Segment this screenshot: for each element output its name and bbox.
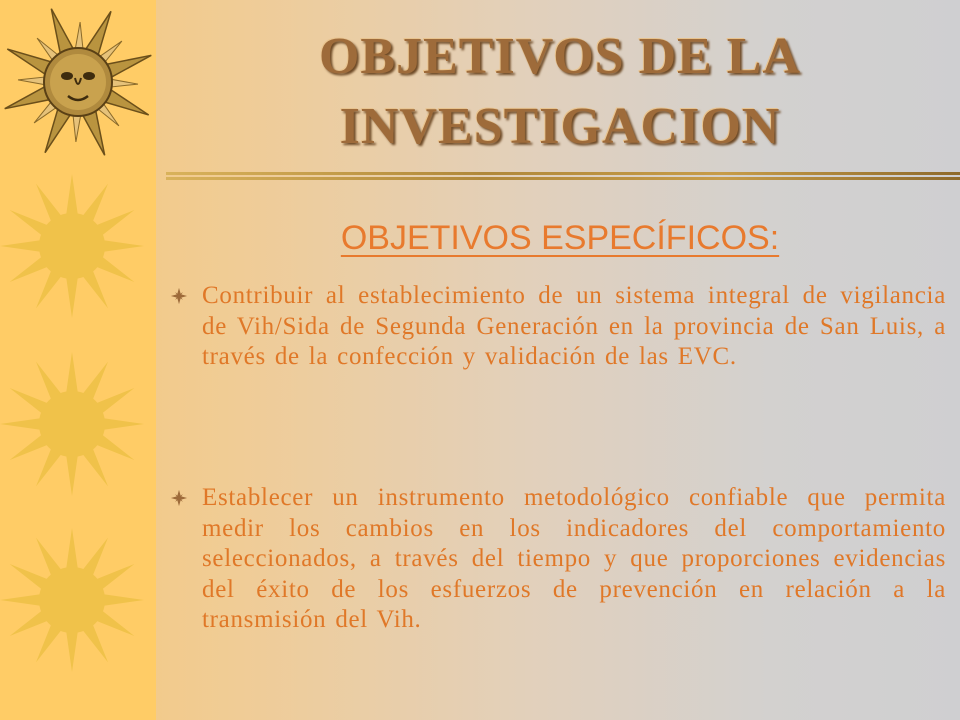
- bullet-text: Contribuir al establecimiento de un sistema integral de vigilancia de Vih/Sida de Segunda Generación en la provincia de San Luis, a través de la confección y validación de las EVC.: [202, 282, 946, 370]
- sun-decorations: [0, 0, 156, 720]
- list-item: [170, 281, 946, 373]
- sun-icon: [0, 352, 144, 496]
- section-heading: OBJETIVOS ESPECÍFICOS:: [340, 219, 780, 257]
- slide-title: OBJETIVOS DE LA INVESTIGACION: [318, 28, 802, 155]
- star-bullet-icon: [170, 287, 188, 305]
- title-divider: [166, 172, 960, 186]
- list-item: [170, 483, 946, 636]
- sun-face-icon: [2, 6, 153, 157]
- bullet-text: Establecer un instrumento metodológico confiable que permita medir los cambios en los indicadores del comportamiento seleccionados, a través del tiempo y que proporciones evidencias del éxito de los esfuerzos de prevención en relación a la transmisión del Vih.: [202, 484, 946, 633]
- star-bullet-icon: [170, 489, 188, 507]
- sun-icon: [0, 174, 144, 318]
- sun-icon: [0, 528, 144, 672]
